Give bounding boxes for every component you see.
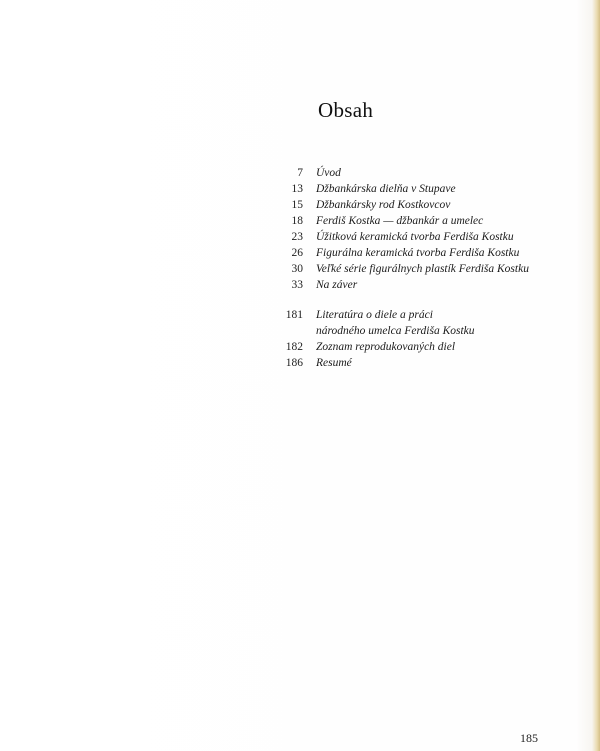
- toc-entry-title: Zoznam reprodukovaných diel: [316, 341, 456, 353]
- toc-page-number: 30: [291, 263, 303, 275]
- toc-page-number: 33: [291, 279, 303, 291]
- page-edge-shadow: [592, 0, 600, 751]
- toc-entry-title: Džbankárska dielňa v Stupave: [316, 183, 456, 195]
- toc-page-number: 182: [285, 341, 303, 353]
- toc-page-number: 18: [291, 215, 303, 227]
- toc-entry-title: Figurálna keramická tvorba Ferdiša Kostku: [316, 247, 520, 259]
- toc-entry-title: národného umelca Ferdiša Kostku: [316, 325, 475, 337]
- toc-entry-title: Literatúra o diele a práci: [316, 309, 433, 321]
- toc-page-number: 23: [291, 231, 303, 243]
- toc-entry-title: Resumé: [316, 357, 352, 369]
- toc-entry-title: Ferdiš Kostka — džbankár a umelec: [316, 215, 484, 227]
- toc-entry-title: Veľké série figurálnych plastík Ferdiša Kostku: [316, 263, 529, 275]
- toc-page-number: 7: [297, 167, 303, 179]
- toc-page-number: 26: [291, 247, 303, 259]
- toc-page-number: 15: [291, 199, 303, 211]
- toc-page-number: 186: [285, 357, 303, 369]
- toc-entry-title: Úžitková keramická tvorba Ferdiša Kostku: [316, 231, 514, 243]
- toc-page-number: 181: [285, 309, 303, 321]
- toc-entry-title: Úvod: [316, 167, 341, 179]
- toc-entry-title: Džbankársky rod Kostkovcov: [316, 199, 451, 211]
- page-title: Obsah: [318, 98, 374, 122]
- toc-page-number: 13: [291, 183, 303, 195]
- toc-entry-title: Na záver: [316, 279, 358, 291]
- page-number-footer: 185: [520, 731, 538, 745]
